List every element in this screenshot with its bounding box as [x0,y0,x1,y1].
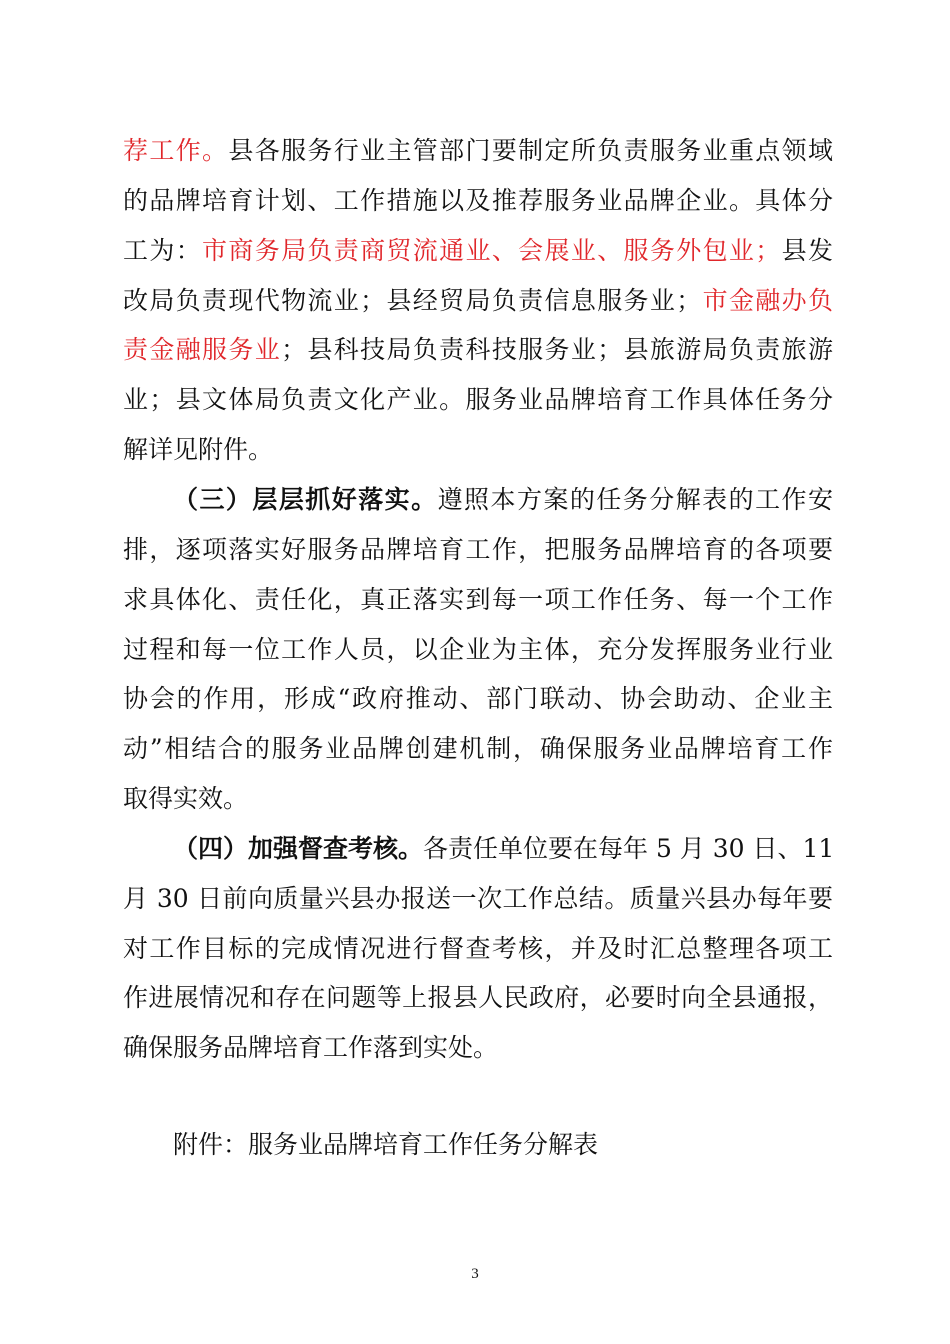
paragraph-line: 月 30 日前向质量兴县办报送一次工作总结。质量兴县办每年要 [123,884,833,913]
text-span: 改局负责现代物流业；县经贸局负责信息服务业； [123,286,702,315]
highlighted-text: 市金融办负 [701,286,833,315]
paragraph-line [173,480,833,520]
section-heading: （四）加强督查考核。 [173,834,424,863]
paragraph-line: 过程和每一位工作人员，以企业为主体，充分发挥服务业行业 [123,635,833,664]
section-heading: （三）层层抓好落实。 [173,485,438,514]
highlighted-text: 市商务局负责商贸流通业、会展业、服务外包业； [202,236,781,265]
paragraph-line: 求具体化、责任化，真正落实到每一项工作任务、每一个工作 [123,585,833,614]
highlighted-text: 荐工作。 [123,136,229,165]
paragraph-line: 协会的作用，形成“政府推动、部门联动、协会助动、企业主 [123,684,833,713]
text-span: 各责任单位要在每年 5 月 30 日、11 [423,834,835,863]
paragraph-line [173,829,833,869]
paragraph-line [123,131,833,171]
paragraph-line: 排，逐项落实好服务品牌培育工作，把服务品牌培育的各项要 [123,535,833,564]
paragraph-line: 动”相结合的服务业品牌创建机制，确保服务业品牌培育工作 [123,734,833,763]
text-span: 县发 [780,236,833,265]
text-span: 工为： [123,236,203,265]
paragraph-line: 解详见附件。 [123,435,274,464]
paragraph-line: 确保服务品牌培育工作落到实处。 [123,1033,499,1062]
paragraph-line [123,231,833,271]
paragraph-line: 对工作目标的完成情况进行督查考核，并及时汇总整理各项工 [123,934,833,963]
text-span: 县各服务行业主管部门要制定所负责服务业重点领域 [228,136,833,165]
attachment-note: 附件：服务业品牌培育工作任务分解表 [173,1130,599,1159]
paragraph-line: 业；县文体局负责文化产业。服务业品牌培育工作具体任务分 [123,385,833,414]
text-span: 遵照本方案的任务分解表的工作安 [437,485,833,514]
text-span: ；县科技局负责科技服务业；县旅游局负责旅游 [281,335,833,364]
page-number: 3 [471,1266,479,1282]
highlighted-text: 责金融服务业 [123,335,282,364]
paragraph-line [123,330,833,370]
paragraph-line: 的品牌培育计划、工作措施以及推荐服务业品牌企业。具体分 [123,186,833,215]
paragraph-line [123,281,833,321]
paragraph-line: 作进展情况和存在问题等上报县人民政府，必要时向全县通报， [123,983,833,1012]
paragraph-line: 取得实效。 [123,784,249,813]
